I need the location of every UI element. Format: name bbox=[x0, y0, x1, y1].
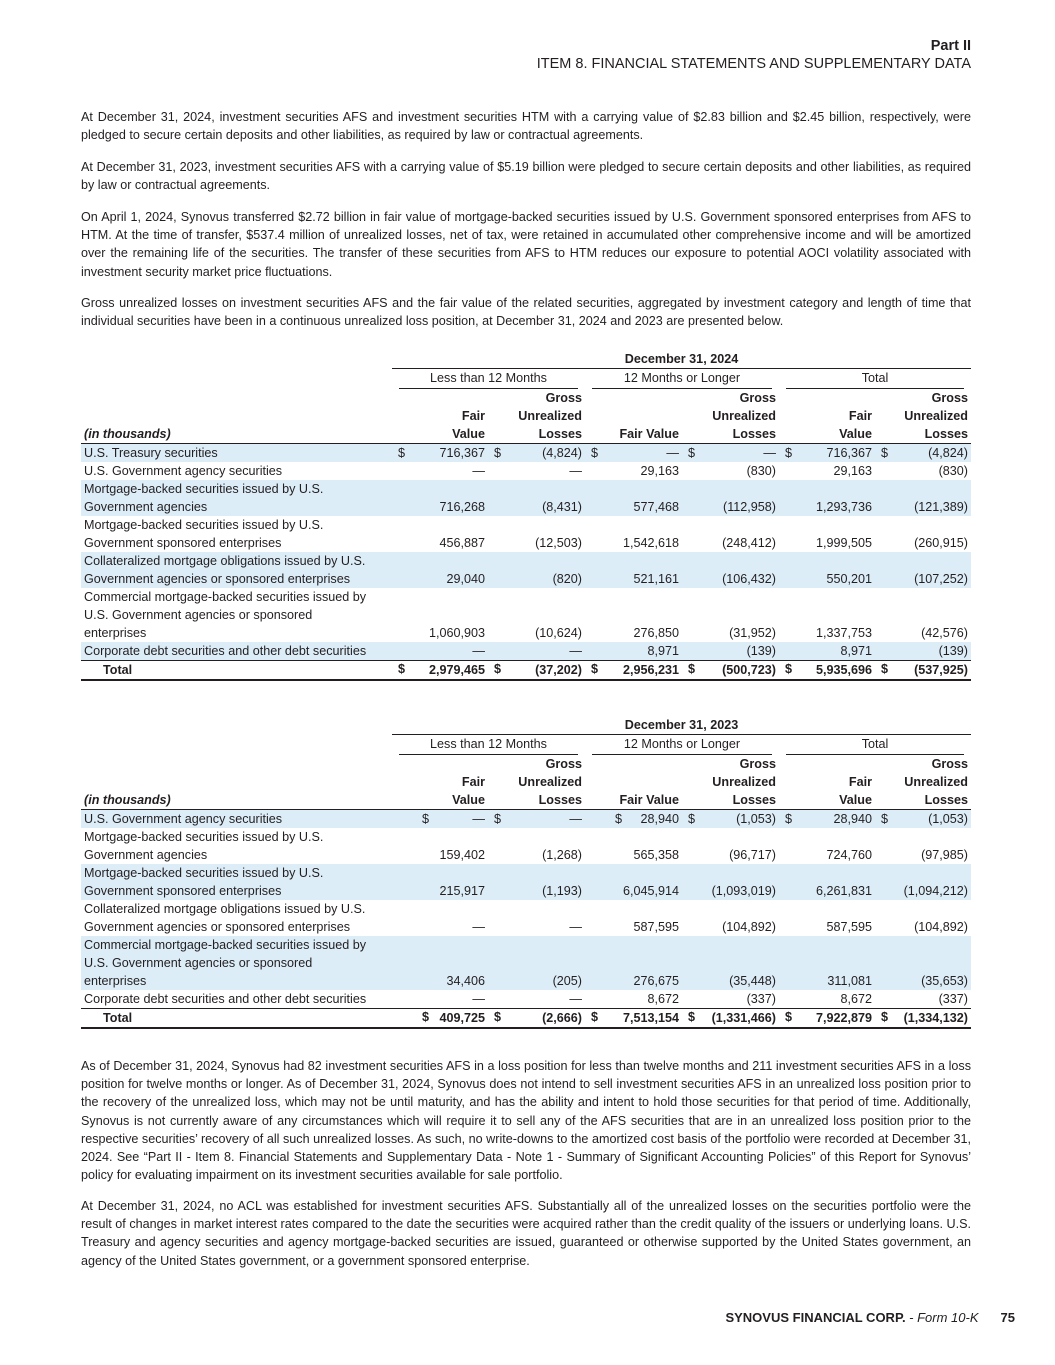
currency-symbol: $ bbox=[591, 662, 599, 676]
page-header bbox=[537, 37, 971, 73]
cell-value bbox=[585, 900, 682, 936]
cell-value bbox=[392, 810, 488, 829]
value-text: 577,468 bbox=[633, 500, 679, 514]
table-2023-group-lt12: Less than 12 Months bbox=[399, 735, 578, 755]
value-text: (4,824) bbox=[928, 446, 968, 460]
table-2023 bbox=[81, 716, 971, 1029]
value-text: 1,060,903 bbox=[428, 626, 485, 640]
cell-value bbox=[488, 552, 585, 588]
value-text: (8,431) bbox=[542, 500, 582, 514]
cell-value bbox=[875, 444, 971, 463]
value-text: 716,367 bbox=[826, 446, 872, 460]
cell-value bbox=[488, 936, 585, 990]
value-text: (1,093,019) bbox=[711, 884, 776, 898]
cell-value bbox=[682, 552, 779, 588]
cell-value bbox=[488, 642, 585, 661]
value-text: (248,412) bbox=[722, 536, 776, 550]
cell-value bbox=[392, 936, 488, 990]
cell-value bbox=[875, 588, 971, 642]
table-2024-column-headers bbox=[81, 389, 971, 444]
value-text: 34,406 bbox=[446, 974, 485, 988]
row-label: Collateralized mortgage obligations issued by U.S. Government agencies or sponsored enterprises bbox=[81, 552, 392, 588]
cell-value bbox=[585, 864, 682, 900]
value-text: (1,053) bbox=[928, 812, 968, 826]
value-text: 2,956,231 bbox=[622, 663, 679, 677]
currency-symbol: $ bbox=[688, 812, 696, 826]
total-value bbox=[488, 1009, 585, 1029]
cell-value bbox=[682, 828, 779, 864]
currency-symbol: $ bbox=[422, 1010, 430, 1024]
value-text: 276,850 bbox=[633, 626, 679, 640]
value-text: (35,653) bbox=[921, 974, 968, 988]
value-text: 2,979,465 bbox=[428, 663, 485, 677]
cell-value bbox=[392, 642, 488, 661]
total-value bbox=[392, 1009, 488, 1029]
cell-value bbox=[392, 864, 488, 900]
currency-symbol: $ bbox=[494, 1010, 502, 1024]
currency-symbol: $ bbox=[881, 812, 889, 826]
cell-value bbox=[488, 516, 585, 552]
value-text: 8,971 bbox=[647, 644, 679, 658]
value-text: 1,337,753 bbox=[815, 626, 872, 640]
total-value bbox=[682, 1009, 779, 1029]
value-text: — bbox=[569, 464, 582, 478]
cell-value bbox=[682, 462, 779, 480]
cell-value bbox=[779, 516, 875, 552]
column-header: Gross Unrealized Losses bbox=[904, 391, 968, 441]
cell-value bbox=[682, 444, 779, 463]
column-header: Gross Unrealized Losses bbox=[712, 757, 776, 807]
cell-value bbox=[392, 552, 488, 588]
cell-value bbox=[779, 642, 875, 661]
footer-form: - Form 10-K bbox=[905, 1310, 979, 1325]
value-text: 716,367 bbox=[439, 446, 485, 460]
value-text: (31,952) bbox=[729, 626, 776, 640]
value-text: (10,624) bbox=[535, 626, 582, 640]
cell-value bbox=[779, 480, 875, 516]
value-text: (1,053) bbox=[736, 812, 776, 826]
value-text: 1,999,505 bbox=[815, 536, 872, 550]
cell-value bbox=[488, 864, 585, 900]
table-row bbox=[81, 444, 971, 463]
value-text: 29,163 bbox=[833, 464, 872, 478]
table-2023-label-header: (in thousands) bbox=[81, 755, 392, 810]
total-value bbox=[488, 661, 585, 681]
cell-value bbox=[779, 864, 875, 900]
currency-symbol: $ bbox=[494, 812, 502, 826]
header-part: Part II bbox=[930, 38, 971, 54]
table-2024-group-lt12: Less than 12 Months bbox=[399, 369, 578, 389]
cell-value bbox=[488, 444, 585, 463]
value-text: (107,252) bbox=[914, 572, 968, 586]
table-2024-year: December 31, 2024 bbox=[392, 350, 971, 369]
paragraph-intro-tables: Gross unrealized losses on investment securities AFS and the fair value of the related securities, aggregated by investment category and length of time that individual securities have been in a continuous unrealized loss position, at December 31, 2024 and 2023 are presented below. bbox=[81, 296, 971, 329]
row-label: Corporate debt securities and other debt securities bbox=[81, 642, 392, 661]
cell-value bbox=[392, 588, 488, 642]
currency-symbol: $ bbox=[688, 446, 696, 460]
cell-value bbox=[875, 642, 971, 661]
value-text: 716,268 bbox=[439, 500, 485, 514]
value-text: (139) bbox=[746, 644, 776, 658]
cell-value bbox=[779, 828, 875, 864]
value-text: (104,892) bbox=[914, 920, 968, 934]
column-header: Fair Value bbox=[452, 775, 485, 807]
currency-symbol: $ bbox=[494, 446, 502, 460]
currency-symbol: $ bbox=[881, 1010, 889, 1024]
column-header: Gross Unrealized Losses bbox=[518, 757, 582, 807]
cell-value bbox=[779, 552, 875, 588]
currency-symbol: $ bbox=[591, 446, 599, 460]
table-row bbox=[81, 588, 971, 642]
cell-value bbox=[875, 462, 971, 480]
cell-value bbox=[392, 516, 488, 552]
total-value bbox=[875, 1009, 971, 1029]
row-label: Commercial mortgage-backed securities issued by U.S. Government agencies or sponsored enterprises bbox=[81, 936, 392, 990]
value-text: — bbox=[569, 992, 582, 1006]
row-label: U.S. Government agency securities bbox=[81, 810, 392, 829]
value-text: (537,925) bbox=[914, 663, 968, 677]
value-text: — bbox=[569, 812, 582, 826]
value-text: 29,163 bbox=[640, 464, 679, 478]
row-label: Mortgage-backed securities issued by U.S. Government agencies bbox=[81, 480, 392, 516]
table-2023-group-total: Total bbox=[786, 735, 964, 755]
currency-symbol: $ bbox=[785, 662, 793, 676]
value-text: (2,666) bbox=[542, 1011, 582, 1025]
value-text: (1,268) bbox=[542, 848, 582, 862]
value-text: (104,892) bbox=[722, 920, 776, 934]
value-text: 29,040 bbox=[446, 572, 485, 586]
cell-value bbox=[488, 588, 585, 642]
page-number: 75 bbox=[1000, 1310, 1015, 1325]
currency-symbol: $ bbox=[398, 662, 406, 676]
currency-symbol: $ bbox=[881, 662, 889, 676]
value-text: — bbox=[472, 812, 485, 826]
cell-value bbox=[392, 462, 488, 480]
currency-symbol: $ bbox=[881, 446, 889, 460]
cell-value bbox=[392, 828, 488, 864]
currency-symbol: $ bbox=[422, 812, 430, 826]
column-header: Fair Value bbox=[585, 389, 682, 444]
total-value bbox=[585, 1009, 682, 1029]
cell-value bbox=[585, 828, 682, 864]
table-total-row bbox=[81, 1009, 971, 1029]
value-text: — bbox=[666, 446, 679, 460]
table-row bbox=[81, 900, 971, 936]
cell-value bbox=[682, 516, 779, 552]
value-text: (4,824) bbox=[542, 446, 582, 460]
value-text: — bbox=[472, 992, 485, 1006]
currency-symbol: $ bbox=[615, 812, 623, 826]
cell-value bbox=[875, 828, 971, 864]
cell-value bbox=[779, 990, 875, 1009]
value-text: 311,081 bbox=[827, 974, 872, 988]
value-text: (112,958) bbox=[723, 500, 776, 514]
value-text: 215,917 bbox=[439, 884, 485, 898]
value-text: 6,261,831 bbox=[815, 884, 872, 898]
cell-value bbox=[682, 936, 779, 990]
value-text: (1,334,132) bbox=[903, 1011, 968, 1025]
total-value bbox=[779, 1009, 875, 1029]
value-text: (12,503) bbox=[535, 536, 582, 550]
total-value bbox=[682, 661, 779, 681]
value-text: (205) bbox=[552, 974, 582, 988]
currency-symbol: $ bbox=[591, 1010, 599, 1024]
row-label: Mortgage-backed securities issued by U.S. Government sponsored enterprises bbox=[81, 864, 392, 900]
value-text: 1,542,618 bbox=[622, 536, 679, 550]
table-row bbox=[81, 810, 971, 829]
paragraph-acl: At December 31, 2024, no ACL was established for investment securities AFS. Substantially all of the unrealized losses on the securities portfolio were the result of changes in market interest rates compared to the date the securities were acquired rather than the credit quality of the issuers or underlying loans. U.S. Treasury and agency securities and agency mortgage-backed securities are issued, guaranteed or otherwise supported by the United States government, an agency of the United States government, or a government sponsored enterprise. bbox=[81, 1199, 971, 1268]
cell-value bbox=[392, 990, 488, 1009]
cell-value bbox=[488, 828, 585, 864]
cell-value bbox=[875, 900, 971, 936]
cell-value bbox=[682, 588, 779, 642]
cell-value bbox=[585, 516, 682, 552]
value-text: (1,331,466) bbox=[711, 1011, 776, 1025]
row-label: Mortgage-backed securities issued by U.S. Government agencies bbox=[84, 830, 324, 862]
column-header: Fair Value bbox=[452, 409, 485, 441]
total-label: Total bbox=[81, 661, 392, 681]
row-label: U.S. Government agency securities bbox=[84, 464, 283, 478]
paragraph-loss-position: As of December 31, 2024, Synovus had 82 investment securities AFS in a loss position for less than twelve months and 211 investment securities AFS in a loss position for twelve months or longer. As of December 31, 2024, Synovus does not intend to sell investment securities AFS in an unrealized loss position prior to the recovery of the unrealized loss, which may not be until maturity, and has the ability and intent to hold those securities for that period of time. Additionally, Synovus is not currently aware of any circumstances which will require it to sell any of the AFS securities that are in an unrealized loss position prior to the respective securities’ recovery of all such unrealized losses. As such, no write-downs to the amortized cost basis of the portfolio were recorded at December 31, 2024. See “Part II - Item 8. Financial Statements and Supplementary Data - Note 1 - Summary of Significant Accounting Policies” of this Report for Synovus’ policy for evaluating impairment on its investment securities available for sale portfolio. bbox=[81, 1059, 971, 1183]
paragraph-transfer: On April 1, 2024, Synovus transferred $2.72 billion in fair value of mortgage-backed securities issued by U.S. Government sponsored enterprises from AFS to HTM. At the time of transfer, $537.4 million of unrealized losses, net of tax, were retained in accumulated other comprehensive income and will be amortized over the remaining life of the securities. The transfer of these securities from AFS to HTM reduces our exposure to potential AOCI volatility associated with investment security market price fluctuations. bbox=[81, 210, 971, 279]
column-header: Gross Unrealized Losses bbox=[518, 391, 582, 441]
currency-symbol: $ bbox=[688, 662, 696, 676]
value-text: 550,201 bbox=[826, 572, 872, 586]
cell-value bbox=[875, 864, 971, 900]
total-value bbox=[875, 661, 971, 681]
table-2024-label-header: (in thousands) bbox=[81, 389, 392, 444]
cell-value bbox=[585, 588, 682, 642]
value-text: (37,202) bbox=[535, 663, 582, 677]
total-value bbox=[392, 661, 488, 681]
table-row bbox=[81, 642, 971, 661]
currency-symbol: $ bbox=[688, 1010, 696, 1024]
value-text: 28,940 bbox=[640, 812, 679, 826]
value-text: 276,675 bbox=[633, 974, 679, 988]
value-text: (820) bbox=[552, 572, 582, 586]
cell-value bbox=[392, 444, 488, 463]
column-header: Fair Value bbox=[839, 409, 872, 441]
value-text: (42,576) bbox=[921, 626, 968, 640]
currency-symbol: $ bbox=[785, 446, 793, 460]
currency-symbol: $ bbox=[398, 446, 406, 460]
total-value bbox=[779, 661, 875, 681]
value-text: (139) bbox=[938, 644, 968, 658]
value-text: 6,045,914 bbox=[622, 884, 679, 898]
column-header: Fair Value bbox=[585, 755, 682, 810]
currency-symbol: $ bbox=[494, 662, 502, 676]
value-text: (500,723) bbox=[722, 663, 776, 677]
value-text: 8,672 bbox=[647, 992, 679, 1006]
total-label: Total bbox=[81, 1009, 392, 1029]
value-text: 1,293,736 bbox=[815, 500, 872, 514]
cell-value bbox=[585, 480, 682, 516]
row-label: Mortgage-backed securities issued by U.S. Government sponsored enterprises bbox=[84, 518, 324, 550]
cell-value bbox=[682, 990, 779, 1009]
table-row bbox=[81, 828, 971, 864]
cell-value bbox=[488, 810, 585, 829]
cell-value bbox=[779, 936, 875, 990]
cell-value bbox=[779, 444, 875, 463]
table-2024-group-ge12: 12 Months or Longer bbox=[592, 369, 772, 389]
cell-value bbox=[392, 480, 488, 516]
table-2023-column-headers bbox=[81, 755, 971, 810]
value-text: 587,595 bbox=[633, 920, 679, 934]
value-text: (97,985) bbox=[921, 848, 968, 862]
value-text: 456,887 bbox=[439, 536, 485, 550]
table-2023-group-ge12: 12 Months or Longer bbox=[592, 735, 772, 755]
column-header: Fair Value bbox=[839, 775, 872, 807]
value-text: — bbox=[569, 920, 582, 934]
value-text: 409,725 bbox=[439, 1011, 485, 1025]
row-label: Corporate debt securities and other debt securities bbox=[84, 992, 367, 1006]
value-text: (830) bbox=[746, 464, 776, 478]
page-footer bbox=[725, 1310, 1015, 1325]
value-text: (337) bbox=[746, 992, 776, 1006]
value-text: 159,402 bbox=[439, 848, 485, 862]
table-row bbox=[81, 462, 971, 480]
value-text: (1,094,212) bbox=[903, 884, 968, 898]
value-text: — bbox=[472, 464, 485, 478]
cell-value bbox=[585, 936, 682, 990]
value-text: (121,389) bbox=[914, 500, 968, 514]
currency-symbol: $ bbox=[785, 1010, 793, 1024]
value-text: — bbox=[763, 446, 776, 460]
value-text: — bbox=[569, 644, 582, 658]
value-text: 521,161 bbox=[633, 572, 679, 586]
cell-value bbox=[779, 900, 875, 936]
table-row bbox=[81, 936, 971, 990]
value-text: 7,513,154 bbox=[622, 1011, 679, 1025]
cell-value bbox=[875, 990, 971, 1009]
row-label: U.S. Treasury securities bbox=[81, 444, 392, 463]
cell-value bbox=[682, 900, 779, 936]
cell-value bbox=[875, 552, 971, 588]
cell-value bbox=[682, 480, 779, 516]
cell-value bbox=[585, 444, 682, 463]
table-row bbox=[81, 552, 971, 588]
paragraph-pledged-2023: At December 31, 2023, investment securities AFS with a carrying value of $5.19 billion were pledged to secure certain deposits and other liabilities, as required by law or contractual agreements. bbox=[81, 160, 971, 193]
value-text: — bbox=[472, 920, 485, 934]
cell-value bbox=[488, 480, 585, 516]
value-text: (96,717) bbox=[729, 848, 776, 862]
value-text: — bbox=[472, 644, 485, 658]
cell-value bbox=[875, 480, 971, 516]
table-row bbox=[81, 990, 971, 1009]
cell-value bbox=[779, 588, 875, 642]
row-label: Collateralized mortgage obligations issued by U.S. Government agencies or sponsored enterprises bbox=[84, 902, 366, 934]
cell-value bbox=[682, 642, 779, 661]
table-2024-group-total: Total bbox=[786, 369, 964, 389]
value-text: (337) bbox=[938, 992, 968, 1006]
row-label: Commercial mortgage-backed securities issued by U.S. Government agencies or sponsored enterprises bbox=[84, 590, 367, 640]
value-text: (1,193) bbox=[542, 884, 582, 898]
cell-value bbox=[585, 642, 682, 661]
table-row bbox=[81, 864, 971, 900]
cell-value bbox=[488, 462, 585, 480]
cell-value bbox=[779, 462, 875, 480]
footer-company: SYNOVUS FINANCIAL CORP. bbox=[725, 1310, 906, 1325]
cell-value bbox=[875, 516, 971, 552]
value-text: 5,935,696 bbox=[815, 663, 872, 677]
column-header: Gross Unrealized Losses bbox=[904, 757, 968, 807]
cell-value bbox=[779, 810, 875, 829]
total-value bbox=[585, 661, 682, 681]
value-text: (106,432) bbox=[722, 572, 776, 586]
value-text: (35,448) bbox=[729, 974, 776, 988]
value-text: 28,940 bbox=[833, 812, 872, 826]
header-item: ITEM 8. FINANCIAL STATEMENTS AND SUPPLEMENTARY DATA bbox=[536, 56, 971, 72]
cell-value bbox=[585, 462, 682, 480]
cell-value bbox=[392, 900, 488, 936]
table-total-row bbox=[81, 661, 971, 681]
cell-value bbox=[488, 990, 585, 1009]
value-text: 7,922,879 bbox=[815, 1011, 872, 1025]
cell-value bbox=[585, 990, 682, 1009]
value-text: 8,971 bbox=[840, 644, 872, 658]
paragraph-pledged-2024: At December 31, 2024, investment securities AFS and investment securities HTM with a carrying value of $2.83 billion and $2.45 billion, respectively, were pledged to secure certain deposits and other liabilities, as required by law or contractual agreements. bbox=[81, 110, 971, 143]
currency-symbol: $ bbox=[785, 812, 793, 826]
cell-value bbox=[585, 810, 682, 829]
value-text: (830) bbox=[938, 464, 968, 478]
value-text: 565,358 bbox=[633, 848, 679, 862]
cell-value bbox=[875, 810, 971, 829]
table-row bbox=[81, 480, 971, 516]
cell-value bbox=[488, 900, 585, 936]
value-text: 8,672 bbox=[840, 992, 872, 1006]
cell-value bbox=[585, 552, 682, 588]
value-text: (260,915) bbox=[914, 536, 968, 550]
value-text: 724,760 bbox=[826, 848, 872, 862]
cell-value bbox=[682, 864, 779, 900]
value-text: 587,595 bbox=[826, 920, 872, 934]
cell-value bbox=[875, 936, 971, 990]
table-row bbox=[81, 516, 971, 552]
cell-value bbox=[682, 810, 779, 829]
table-2024 bbox=[81, 350, 971, 681]
table-2023-year: December 31, 2023 bbox=[392, 716, 971, 735]
column-header: Gross Unrealized Losses bbox=[712, 391, 776, 441]
